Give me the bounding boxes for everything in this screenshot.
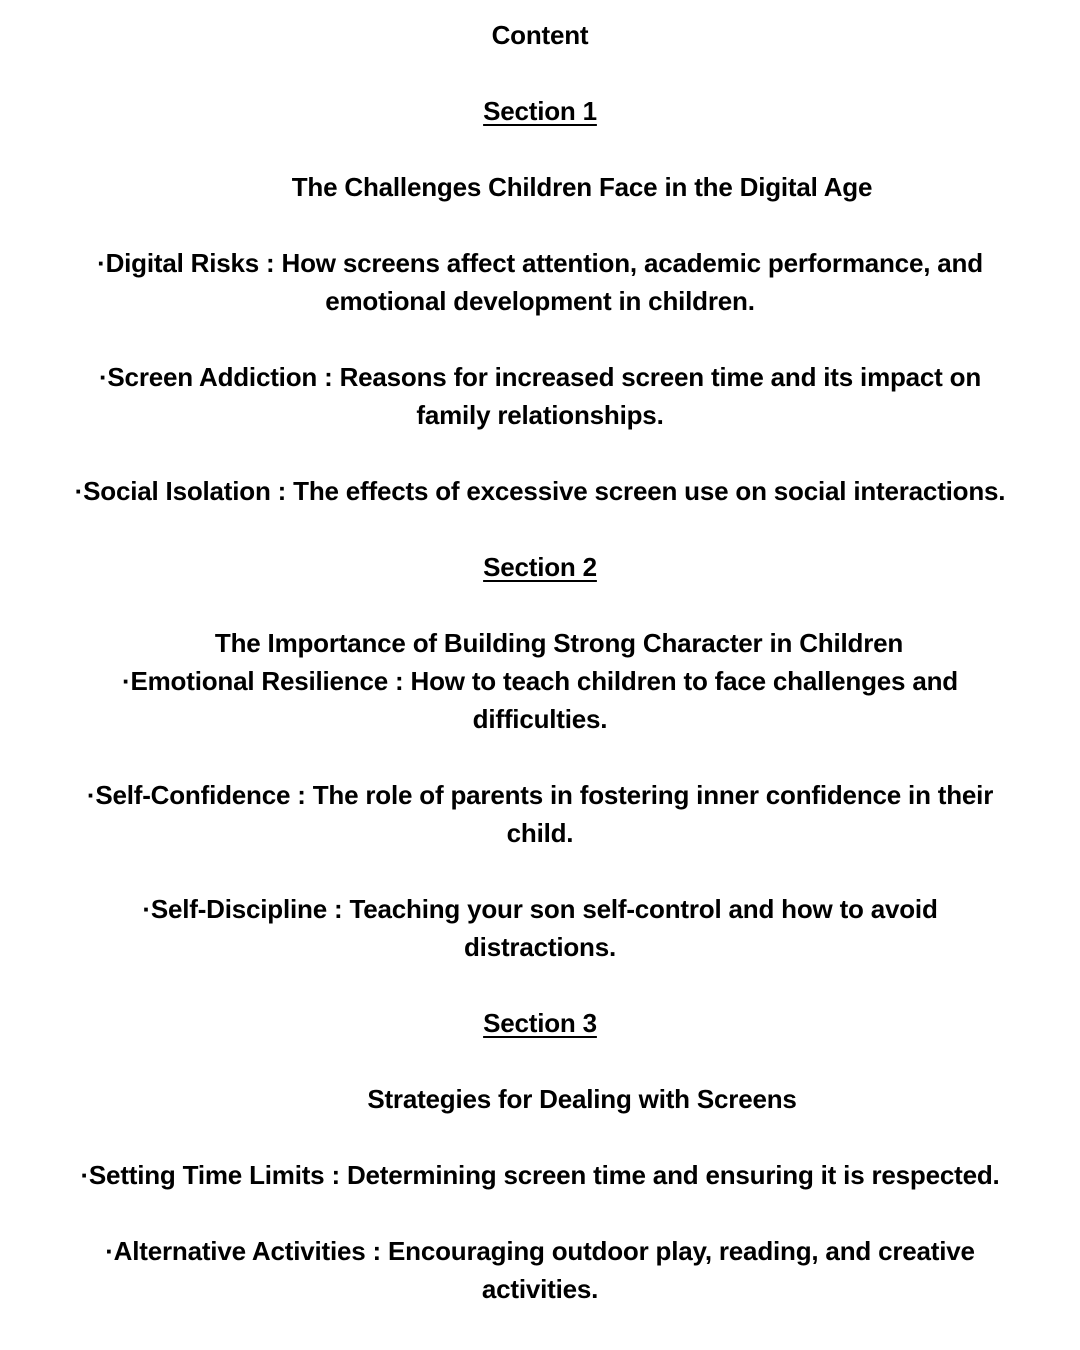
list-item-alternative-activities-line1: ·Alternative Activities : Encouraging outdoor play, reading, and creative [105, 1236, 975, 1266]
section-2-heading: Section 2 [483, 552, 597, 582]
list-item-screen-addiction-line1: ·Screen Addiction : Reasons for increased screen time and its impact on [98, 362, 982, 392]
list-item-self-discipline-line2: distractions. [464, 932, 616, 962]
page-title: Content [491, 20, 589, 50]
list-item-social-isolation: ·Social Isolation : The effects of excessive screen use on social interactions. [74, 476, 1006, 506]
list-item-digital-risks-line1: ·Digital Risks : How screens affect attention, academic performance, and [97, 248, 983, 278]
list-item-digital-risks-line2: emotional development in children. [325, 286, 755, 316]
list-item-self-confidence-line1: ·Self-Confidence : The role of parents in fostering inner confidence in their [86, 780, 994, 810]
section-3-heading: Section 3 [483, 1008, 597, 1038]
section-3-subtitle: Strategies for Dealing with Screens [367, 1084, 797, 1114]
list-item-alternative-activities-line2: activities. [481, 1274, 599, 1304]
section-1-subtitle: The Challenges Children Face in the Digital Age [291, 172, 873, 202]
list-item-emotional-resilience-line2: difficulties. [472, 704, 608, 734]
list-item-setting-time-limits: ·Setting Time Limits : Determining screen time and ensuring it is respected. [80, 1160, 1000, 1190]
section-1-heading: Section 1 [483, 96, 597, 126]
list-item-self-confidence-line2: child. [506, 818, 574, 848]
section-2-subtitle: The Importance of Building Strong Character in Children [214, 628, 904, 658]
list-item-self-discipline-line1: ·Self-Discipline : Teaching your son self-control and how to avoid [142, 894, 938, 924]
list-item-emotional-resilience-line1: ·Emotional Resilience : How to teach children to face challenges and [122, 666, 958, 696]
list-item-screen-addiction-line2: family relationships. [416, 400, 664, 430]
